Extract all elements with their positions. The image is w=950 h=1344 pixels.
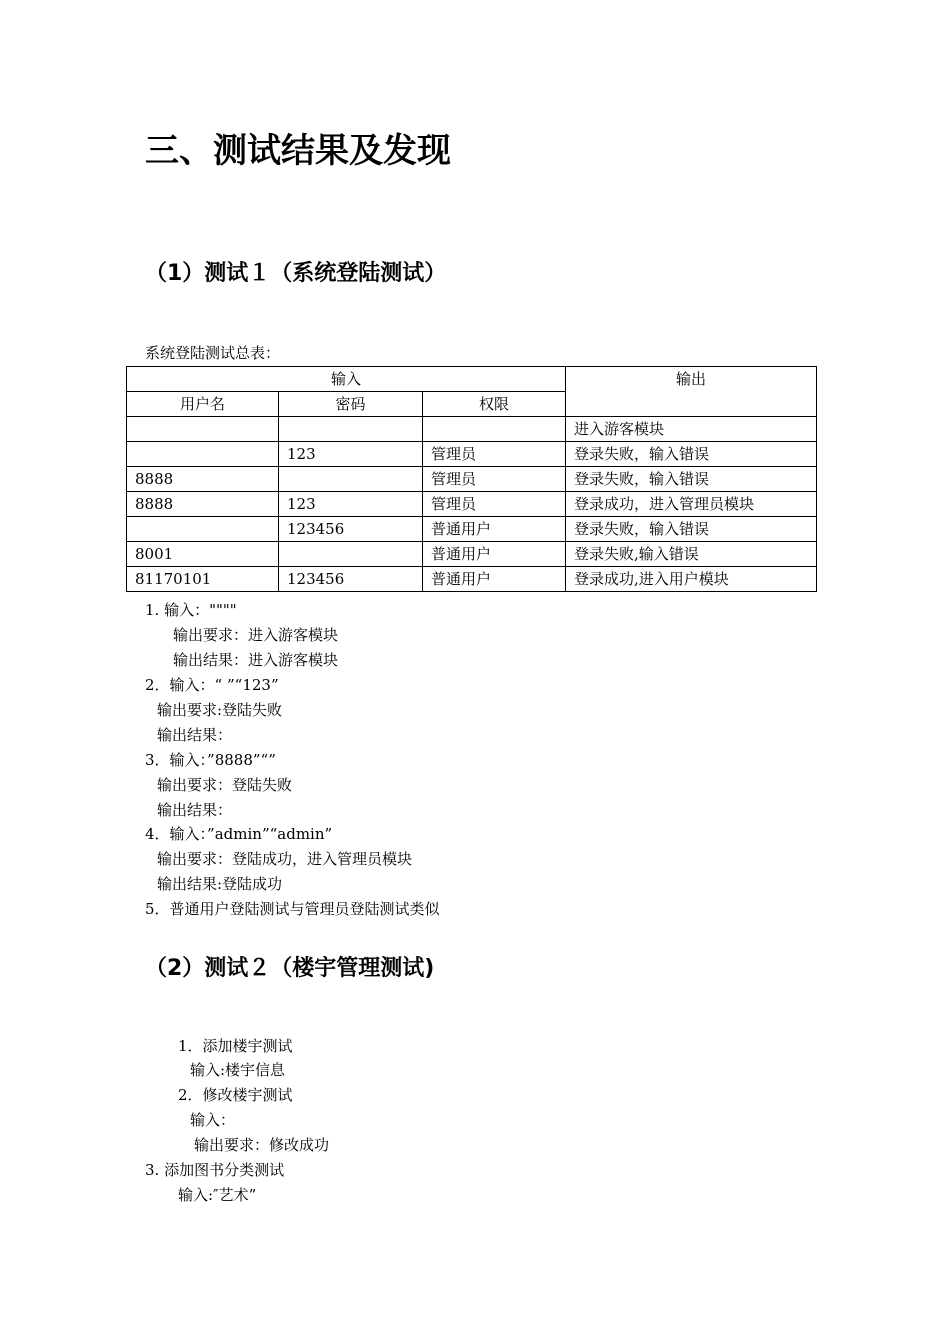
cell-password (279, 417, 423, 442)
building-test-2-title: 2．修改楼宇测试 (178, 1086, 293, 1104)
building-test-1-input: 输入:楼宇信息 (190, 1061, 286, 1079)
test-step-5-note: 5．普通用户登陆测试与管理员登陆测试类似 (145, 900, 440, 918)
table-row (127, 517, 817, 542)
test-step-1-expected: 输出要求：进入游客模块 (173, 626, 339, 644)
cell-output: 登录失败，输入错误 (566, 467, 817, 492)
cell-username: 8888 (127, 492, 279, 517)
cell-username (127, 517, 279, 542)
cell-password: 123456 (279, 517, 423, 542)
test-step-2-result: 输出结果： (157, 726, 233, 744)
cell-username (127, 417, 279, 442)
cell-username: 8888 (127, 467, 279, 492)
input-group-header: 输入 (127, 367, 566, 392)
cell-output: 登录失败，输入错误 (566, 442, 817, 467)
category-test-input: 输入:″艺术” (178, 1186, 257, 1204)
cell-password: 123 (279, 492, 423, 517)
test-step-4-expected: 输出要求：登陆成功，进入管理员模块 (157, 850, 413, 868)
cell-permission: 普通用户 (423, 517, 566, 542)
table-header-row (127, 367, 817, 392)
cell-username: 8001 (127, 542, 279, 567)
table-row (127, 567, 817, 592)
cell-password: 123 (279, 442, 423, 467)
column-header-username: 用户名 (127, 392, 279, 417)
cell-permission: 管理员 (423, 467, 566, 492)
cell-output: 登录失败,输入错误 (566, 542, 817, 567)
table-row (127, 442, 817, 467)
test-step-3-result: 输出结果： (157, 801, 233, 819)
building-test-2-input: 输入： (190, 1111, 236, 1129)
cell-permission: 普通用户 (423, 567, 566, 592)
column-header-permission: 权限 (423, 392, 566, 417)
cell-password: 123456 (279, 567, 423, 592)
cell-username: 81170101 (127, 567, 279, 592)
column-header-password: 密码 (279, 392, 423, 417)
table-row (127, 467, 817, 492)
login-test-table (126, 366, 817, 592)
table-row (127, 417, 817, 442)
test-step-2-input: 2．输入：“ ”“123” (145, 676, 279, 694)
test-step-1-input: 1. 输入："""" (145, 601, 237, 619)
cell-password (279, 467, 423, 492)
building-test-2-expected: 输出要求：修改成功 (194, 1136, 330, 1154)
cell-output: 登录成功，进入管理员模块 (566, 492, 817, 517)
test-step-1-result: 输出结果：进入游客模块 (173, 651, 339, 669)
table-row (127, 492, 817, 517)
output-group-header: 输出 (566, 367, 817, 417)
cell-password (279, 542, 423, 567)
test-step-4-input: 4．输入：”admin”“admin” (145, 825, 333, 843)
section-1-heading: （1）测试１（系统登陆测试） (145, 261, 447, 286)
category-test-title: 3. 添加图书分类测试 (145, 1161, 285, 1179)
cell-permission: 管理员 (423, 492, 566, 517)
test-step-2-expected: 输出要求:登陆失败 (157, 701, 283, 719)
test-step-3-input: 3．输入：”8888”“” (145, 751, 276, 769)
page-title: 三、测试结果及发现 (145, 131, 451, 171)
test-step-4-result: 输出结果:登陆成功 (157, 875, 283, 893)
cell-permission: 普通用户 (423, 542, 566, 567)
cell-output: 进入游客模块 (566, 417, 817, 442)
cell-output: 登录失败，输入错误 (566, 517, 817, 542)
cell-username (127, 442, 279, 467)
building-test-1-title: 1．添加楼宇测试 (178, 1037, 293, 1055)
table-caption: 系统登陆测试总表： (145, 344, 281, 362)
table-row (127, 542, 817, 567)
test-step-3-expected: 输出要求：登陆失败 (157, 776, 293, 794)
cell-output: 登录成功,进入用户模块 (566, 567, 817, 592)
cell-permission: 管理员 (423, 442, 566, 467)
cell-permission (423, 417, 566, 442)
section-2-heading: （2）测试２（楼宇管理测试) (145, 956, 435, 981)
